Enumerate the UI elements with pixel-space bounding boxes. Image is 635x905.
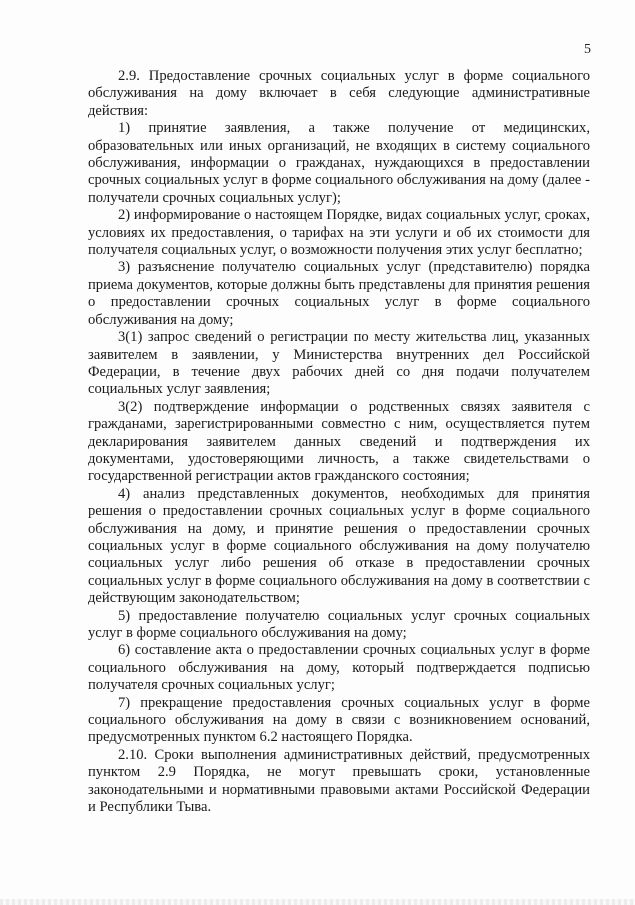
paragraph-item-7: 7) прекращение предоставления срочных социальных услуг в форме социального обслуживания на дому в связи с возникновением оснований, предусмотренных пунктом 6.2 настоящего Порядка.: [88, 694, 590, 746]
paragraph-item-6: 6) составление акта о предоставлении срочных социальных услуг в форме социального обслуживания на дому, который подтверждается подписью получателя срочных социальных услуг;: [88, 642, 590, 694]
page-number: 5: [584, 42, 591, 57]
paragraph-item-3: 3) разъяснение получателю социальных услуг (представителю) порядка приема документов, которые должны быть представлены для принятия решения о предоставлении срочных социальных услуг в форме социального обслуживания на дому;: [88, 259, 590, 328]
paragraph-item-5: 5) предоставление получателю социальных услуг срочных социальных услуг в форме социального обслуживания на дому;: [88, 607, 590, 641]
paragraph-item-1: 1) принятие заявления, а также получение от медицинских, образовательных или иных организаций, не входящих в систему социального обслуживания, информации о гражданах, нуждающихся в предоставлении срочных социальных услуг в форме социального обслуживания на дому (далее - получатели срочных социальных услуг);: [88, 120, 590, 206]
scan-bottom-edge: [0, 899, 635, 905]
paragraph-2-10: 2.10. Сроки выполнения административных действий, предусмотренных пунктом 2.9 Порядка, не могут превышать сроки, установленные законодательными и нормативными правовыми актами Российской Федерации и Республики Тыва.: [88, 746, 590, 816]
paragraph-item-4: 4) анализ представленных документов, необходимых для принятия решения о предоставлении срочных социальных услуг в форме социального обслуживания на дому, и принятие решения о предоставлении срочных социальных услуг в форме социального обслуживания на дому получателю социальных услуг либо решения об отказе в предоставлении срочных социальных услуг в форме социального обслуживания на дому в соответствии с действующим законодательством;: [88, 485, 590, 607]
paragraph-item-3-2: 3(2) подтверждение информации о родственных связях заявителя с гражданами, зарегистрированными совместно с ним, осуществляется путем декларирования заявителем данных сведений и подтверждения их документами, удостоверяющими личность, а также свидетельствами о государственной регистрации актов гражданского состояния;: [88, 398, 590, 485]
document-body: [88, 68, 590, 816]
paragraph-2-9: 2.9. Предоставление срочных социальных услуг в форме социального обслуживания на дому включает в себя следующие административные действия:: [88, 68, 590, 119]
paragraph-item-2: 2) информирование о настоящем Порядке, видах социальных услуг, сроках, условиях их предоставления, о тарифах на эти услуги и об их стоимости для получателя социальных услуг, о возможности получения этих услуг бесплатно;: [88, 207, 590, 259]
paragraph-item-3-1: 3(1) запрос сведений о регистрации по месту жительства лиц, указанных заявителем в заявлении, у Министерства внутренних дел Российской Федерации, в течение двух рабочих дней со дня подачи получателем социальных услуг заявления;: [88, 329, 590, 398]
